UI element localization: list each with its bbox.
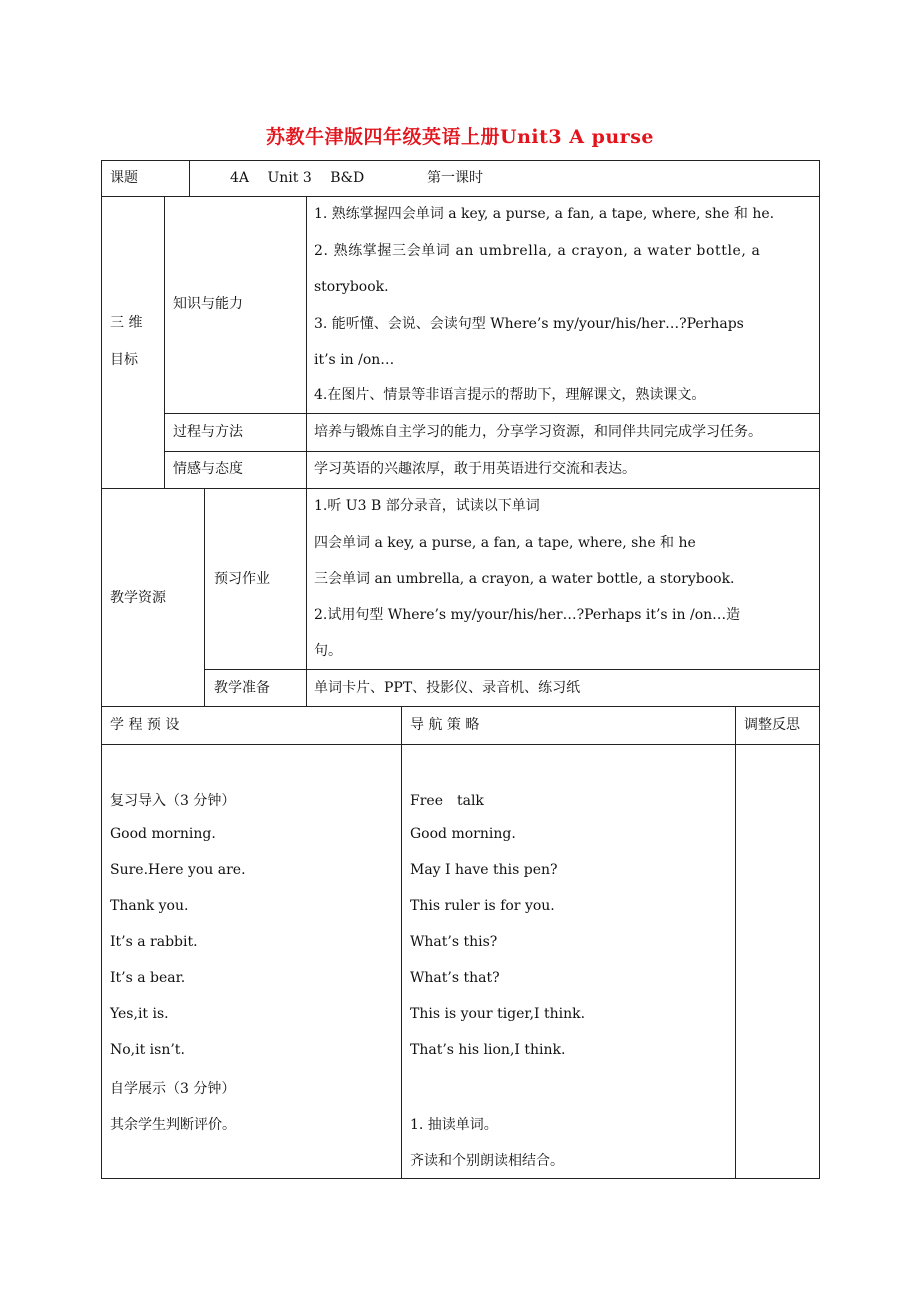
middle-column-line: That’s his lion,I think. (410, 1042, 566, 1058)
prep-label: 教学准备 (214, 680, 270, 696)
row-divider (204, 669, 820, 670)
row-divider (101, 488, 820, 489)
column-header-strategy: 导 航 策 略 (410, 717, 480, 733)
left-column-line: 复习导入（3 分钟） (110, 793, 236, 809)
preview-line: 句。 (314, 643, 342, 659)
middle-column-line: 1. 抽读单词。 (410, 1117, 498, 1133)
prep-text: 单词卡片、PPT、投影仪、录音机、练习纸 (314, 680, 581, 696)
column-divider (735, 706, 736, 1179)
preview-label: 预习作业 (214, 571, 270, 587)
row-divider (101, 196, 820, 197)
middle-column-line: What’s that? (410, 970, 500, 986)
course-name: 4A Unit 3 B&D (230, 170, 365, 186)
middle-column-line: This ruler is for you. (410, 898, 555, 914)
document-title: 苏教牛津版四年级英语上册Unit3 A purse (266, 126, 654, 148)
preview-line: 四会单词 a key, a purse, a fan, a tape, where, she 和 he (314, 535, 696, 551)
knowledge-line: 4.在图片、情景等非语言提示的帮助下，理解课文，熟读课文。 (314, 387, 706, 403)
left-column-line: Good morning. (110, 826, 216, 842)
preview-line: 2.试用句型 Where’s my/your/his/her…?Perhaps it’s in /on…造 (314, 607, 741, 623)
middle-column-line: What’s this? (410, 934, 498, 950)
column-divider (204, 488, 205, 706)
emotion-text: 学习英语的兴趣浓厚，敢于用英语进行交流和表达。 (314, 461, 636, 477)
column-divider (189, 160, 190, 196)
knowledge-line: 2. 熟练掌握三会单词 an umbrella, a crayon, a water bottle, a (314, 243, 761, 259)
column-divider (306, 196, 307, 488)
process-label: 过程与方法 (173, 424, 243, 440)
left-column-line: It’s a rabbit. (110, 934, 198, 950)
knowledge-line: storybook. (314, 279, 389, 295)
resources-label: 教学资源 (110, 590, 166, 606)
knowledge-line: 1. 熟练掌握四会单词 a key, a purse, a fan, a tape, where, she 和 he. (314, 206, 775, 222)
preview-line: 三会单词 an umbrella, a crayon, a water bottle, a storybook. (314, 571, 735, 587)
column-divider (164, 196, 165, 488)
column-header-reflection: 调整反思 (744, 717, 800, 733)
knowledge-line: it’s in /on… (314, 352, 395, 368)
knowledge-line: 3. 能听懂、会说、会读句型 Where’s my/your/his/her…?Perhaps (314, 316, 744, 332)
middle-column-line: Free talk (410, 793, 484, 809)
left-column-line: Thank you. (110, 898, 189, 914)
middle-column-line: Good morning. (410, 826, 516, 842)
column-divider (401, 706, 402, 1179)
row-divider (101, 706, 820, 707)
left-column-line: It’s a bear. (110, 970, 186, 986)
preview-line: 1.听 U3 B 部分录音，试读以下单词 (314, 498, 540, 514)
left-column-line: 自学展示（3 分钟） (110, 1081, 236, 1097)
left-column-line: Sure.Here you are. (110, 862, 246, 878)
middle-column-line: May I have this pen? (410, 862, 558, 878)
row-divider (164, 451, 820, 452)
class-period: 第一课时 (427, 170, 483, 186)
left-column-line: 其余学生判断评价。 (110, 1117, 236, 1133)
left-column-line: No,it isn’t. (110, 1042, 185, 1058)
column-header-learning: 学 程 预 设 (110, 717, 180, 733)
middle-column-line: 齐读和个别朗读相结合。 (410, 1153, 564, 1169)
row-divider (164, 413, 820, 414)
emotion-label: 情感与态度 (173, 461, 243, 477)
column-divider (306, 488, 307, 706)
knowledge-label: 知识与能力 (173, 296, 243, 312)
middle-column-line: This is your tiger,I think. (410, 1006, 586, 1022)
topic-label: 课题 (110, 170, 138, 186)
left-column-line: Yes,it is. (110, 1006, 169, 1022)
objectives-label: 目标 (110, 352, 138, 368)
objectives-label: 三 维 (110, 315, 143, 331)
process-text: 培养与锻炼自主学习的能力，分享学习资源，和同伴共同完成学习任务。 (314, 424, 762, 440)
row-divider (101, 744, 820, 745)
